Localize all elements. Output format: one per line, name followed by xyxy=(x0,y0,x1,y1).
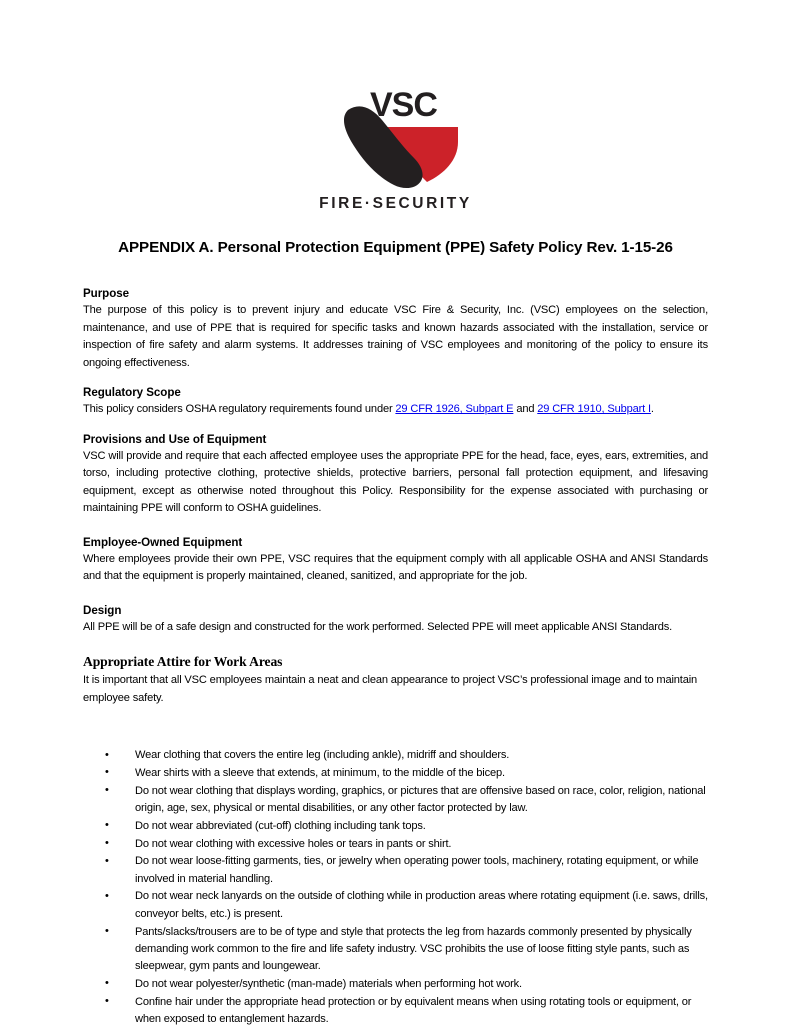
regulatory-text-prefix: This policy considers OSHA regulatory requirements found under xyxy=(83,403,396,416)
section-heading-appropriate-attire: Appropriate Attire for Work Areas xyxy=(83,654,283,670)
section-body-appropriate-attire: It is important that all VSC employees maintain a neat and clean appearance to project VSC’s professional image and to maintain employee safety. xyxy=(83,674,698,704)
section-heading-provisions: Provisions and Use of Equipment xyxy=(83,432,267,446)
section-body-employee-owned-equipment: Where employees provide their own PPE, VSC requires that the equipment comply with all applicable OSHA and ANSI Standards and that the equipment is properly maintained, cleaned, sanitized, and appropriate for the job. xyxy=(83,552,708,583)
vsc-letters: VSC xyxy=(369,86,437,124)
spacer xyxy=(83,372,708,385)
link-29-cfr-1926-subpart-e[interactable]: 29 CFR 1926, Subpart E xyxy=(395,403,514,416)
list-item: • Confine hair under the appropriate head protection or by equivalent means when using rotating tools or equipment, or when exposed to entanglement hazards. xyxy=(105,994,708,1028)
page-title: APPENDIX A. Personal Protection Equipment (PPE) Safety Policy Rev. 1-15-26 xyxy=(118,239,673,256)
list-item: • Do not wear abbreviated (cut-off) clothing including tank tops. xyxy=(105,818,708,835)
list-item: • Wear clothing that covers the entire leg (including ankle), midriff and shoulders. xyxy=(105,747,708,764)
regulatory-text-suffix: . xyxy=(650,403,654,416)
list-item: • Do not wear clothing with excessive holes or tears in pants or shirt. xyxy=(105,836,708,853)
section-body-provisions: VSC will provide and require that each affected employee uses the appropriate PPE for the head, face, eyes, ears, extremities, and torso, including protective clothing, protective shields, protective barriers, personal fall protection equipment, and lifesaving equipment, except as otherwise noted throughout this Policy. Responsibility for the expense associated with purchasing or maintaining PPE will conform to OSHA guidelines. xyxy=(83,449,708,515)
spacer xyxy=(83,707,708,727)
section-body-regulatory-scope xyxy=(83,401,708,418)
list-item: • Do not wear neck lanyards on the outside of clothing while in production areas where rotating equipment (i.e. saws, drills, conveyor belts, etc.) is present. xyxy=(105,888,708,923)
list-item: • Do not wear polyester/synthetic (man-made) materials when performing hot work. xyxy=(105,976,708,993)
spacer xyxy=(83,636,708,653)
section-heading-purpose: Purpose xyxy=(83,287,130,300)
regulatory-text-middle: and xyxy=(513,403,538,416)
list-item: • Wear shirts with a sleeve that extends, at minimum, to the middle of the bicep. xyxy=(105,765,708,782)
spacer xyxy=(83,518,708,535)
list-item: • Do not wear clothing that displays wording, graphics, or pictures that are offensive based on race, color, religion, national origin, age, sex, physical or mental disabilities, or any other factor protected by law. xyxy=(105,783,708,818)
company-logo xyxy=(0,0,791,213)
section-heading-regulatory-scope: Regulatory Scope xyxy=(83,385,181,399)
section-body-purpose: The purpose of this policy is to prevent injury and educate VSC Fire & Security, Inc. (VSC) employees on the selection, maintenance, and use of PPE that is required for specific tasks and known hazards associated with the installation, service or inspection of fire safety and alarm systems. It addresses training of VSC employees and monitoring of the policy to ensure its ongoing effectiveness. xyxy=(83,304,708,369)
vsc-shield-logo-icon xyxy=(326,86,466,191)
attire-requirements-list xyxy=(83,747,708,1028)
section-body-design: All PPE will be of a safe design and constructed for the work performed. Selected PPE will meet applicable ANSI Standards. xyxy=(83,620,673,633)
list-item: • Do not wear loose-fitting garments, ties, or jewelry when operating power tools, machinery, rotating equipment, or while involved in material handling. xyxy=(105,853,708,888)
link-29-cfr-1910-subpart-i[interactable]: 29 CFR 1910, Subpart I xyxy=(537,403,651,416)
spacer xyxy=(83,586,708,603)
section-heading-design: Design xyxy=(83,603,122,617)
spacer xyxy=(83,727,708,747)
document-content xyxy=(83,286,708,1028)
list-item: • Pants/slacks/trousers are to be of type and style that protects the leg from hazards commonly presented by physically demanding work common to the fire and life safety industry. VSC prohibits the use of loose fitting style pants, such as sleepwear, gym pants and loungewear. xyxy=(105,924,708,976)
section-heading-employee-owned-equipment: Employee-Owned Equipment xyxy=(83,535,243,549)
logo-wordmark-text: FIRE·SECURITY xyxy=(319,195,472,212)
spacer xyxy=(83,419,708,432)
